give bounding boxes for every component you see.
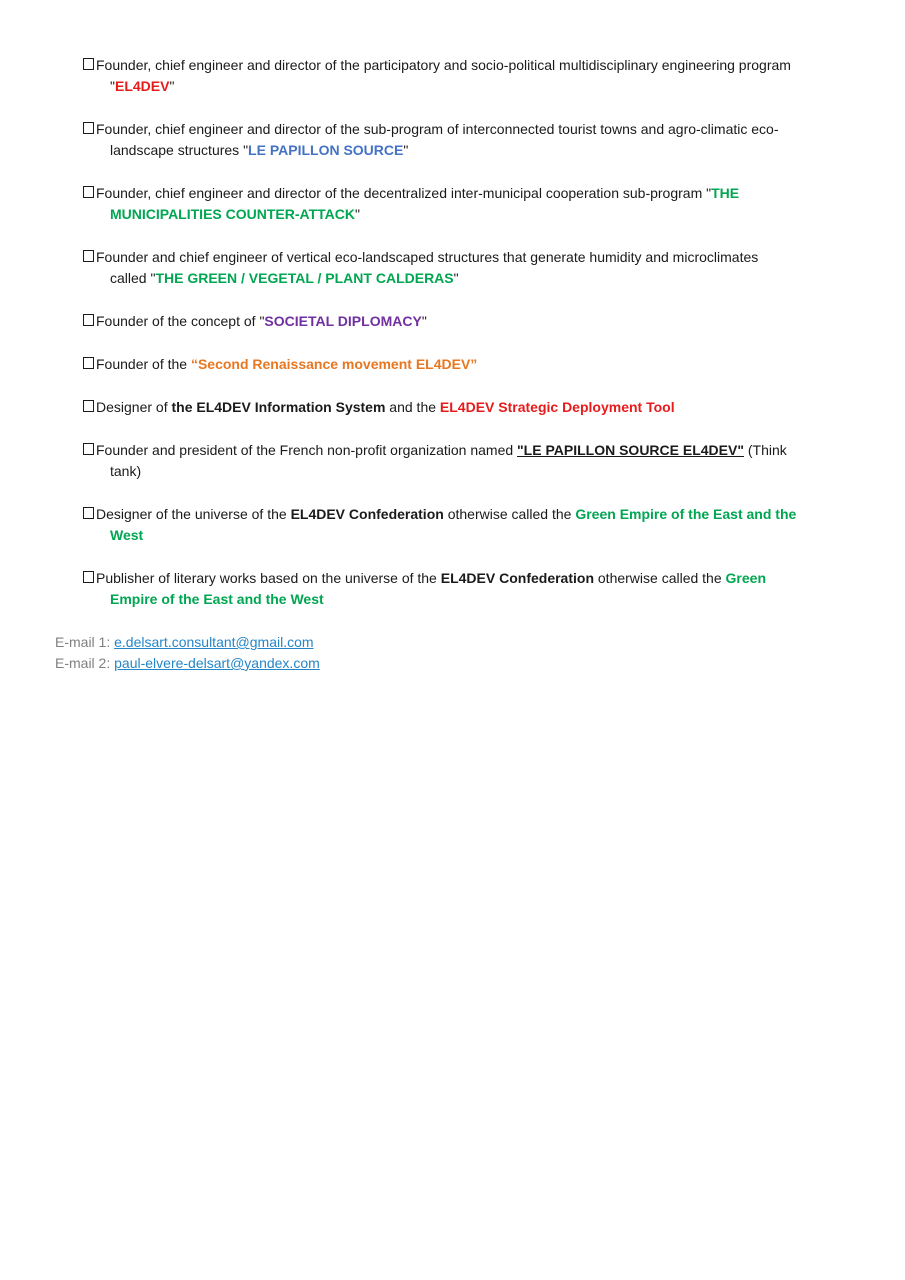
text-run: West [110,527,144,543]
list-item [96,440,845,482]
text-run: " [421,313,427,329]
text-run: " [354,206,360,222]
text-run: Publisher of literary works based on the universe of the [96,570,441,586]
square-bullet-icon [83,400,94,412]
square-bullet-icon [83,122,94,134]
text-run: tank) [110,463,142,479]
text-run: EL4DEV [114,78,170,94]
text-run: Founder and president of the French non-profit organization named [96,442,518,458]
text-run: Empire of the East and the West [110,591,324,607]
text-run: " [169,78,175,94]
list-item [96,354,845,375]
square-bullet-icon [83,250,94,262]
text-run: MUNICIPALITIES COUNTER-ATTACK [110,206,355,222]
text-run: THE GREEN / VEGETAL / PLANT CALDERAS [155,270,454,286]
text-run: " [110,78,115,94]
list-item [96,397,845,418]
text-run: “Second Renaissance movement EL4DEV” [190,356,478,372]
text-run: Green [725,570,766,586]
square-bullet-icon [83,443,94,455]
email-link-2[interactable]: paul-elvere-delsart@yandex.com [114,655,320,671]
email-block [55,632,905,674]
text-run: Designer of the universe of the [96,506,291,522]
text-run: EL4DEV Confederation [290,506,444,522]
text-run: landscape structures " [110,142,249,158]
list-item [96,311,845,332]
text-run: EL4DEV Strategic Deployment Tool [439,399,675,415]
text-run: Founder and chief engineer of vertical eco-landscaped structures that generate humidity and microclimates [96,249,759,265]
list-item [96,568,845,610]
text-run: Founder, chief engineer and director of the sub-program of interconnected tourist towns and agro-climatic eco- [96,121,779,137]
bullet-list [0,55,905,610]
list-item [96,504,845,546]
email-line-2 [55,653,905,674]
text-run: "LE PAPILLON SOURCE EL4DEV" [517,442,744,458]
list-item [96,247,845,289]
text-run: (Think [743,442,787,458]
text-run: " [453,270,459,286]
text-run: and the [385,399,440,415]
email-link-1[interactable]: e.delsart.consultant@gmail.com [114,634,314,650]
email-label: E-mail 1: [55,634,115,650]
text-run: " [403,142,409,158]
text-run: called " [110,270,156,286]
text-run: Founder, chief engineer and director of the decentralized inter-municipal cooperation sub-program " [96,185,712,201]
list-item [96,119,845,161]
text-run: SOCIETAL DIPLOMACY [264,313,422,329]
square-bullet-icon [83,571,94,583]
text-run: otherwise called the [443,506,576,522]
list-item [96,55,845,97]
square-bullet-icon [83,507,94,519]
text-run: Founder of the concept of " [96,313,265,329]
list-item [96,183,845,225]
email-line-1 [55,632,905,653]
text-run: the EL4DEV Information System [171,399,386,415]
square-bullet-icon [83,186,94,198]
text-run: Founder of the [96,356,191,372]
text-run: Founder, chief engineer and director of the participatory and socio-political multidisciplinary engineering program [96,57,791,73]
text-run: Designer of [96,399,172,415]
square-bullet-icon [83,58,94,70]
text-run: Green Empire of the East and the [575,506,797,522]
square-bullet-icon [83,314,94,326]
text-run: THE [711,185,740,201]
email-label: E-mail 2: [55,655,115,671]
text-run: EL4DEV Confederation [440,570,594,586]
text-run: otherwise called the [594,570,726,586]
text-run: LE PAPILLON SOURCE [248,142,404,158]
square-bullet-icon [83,357,94,369]
